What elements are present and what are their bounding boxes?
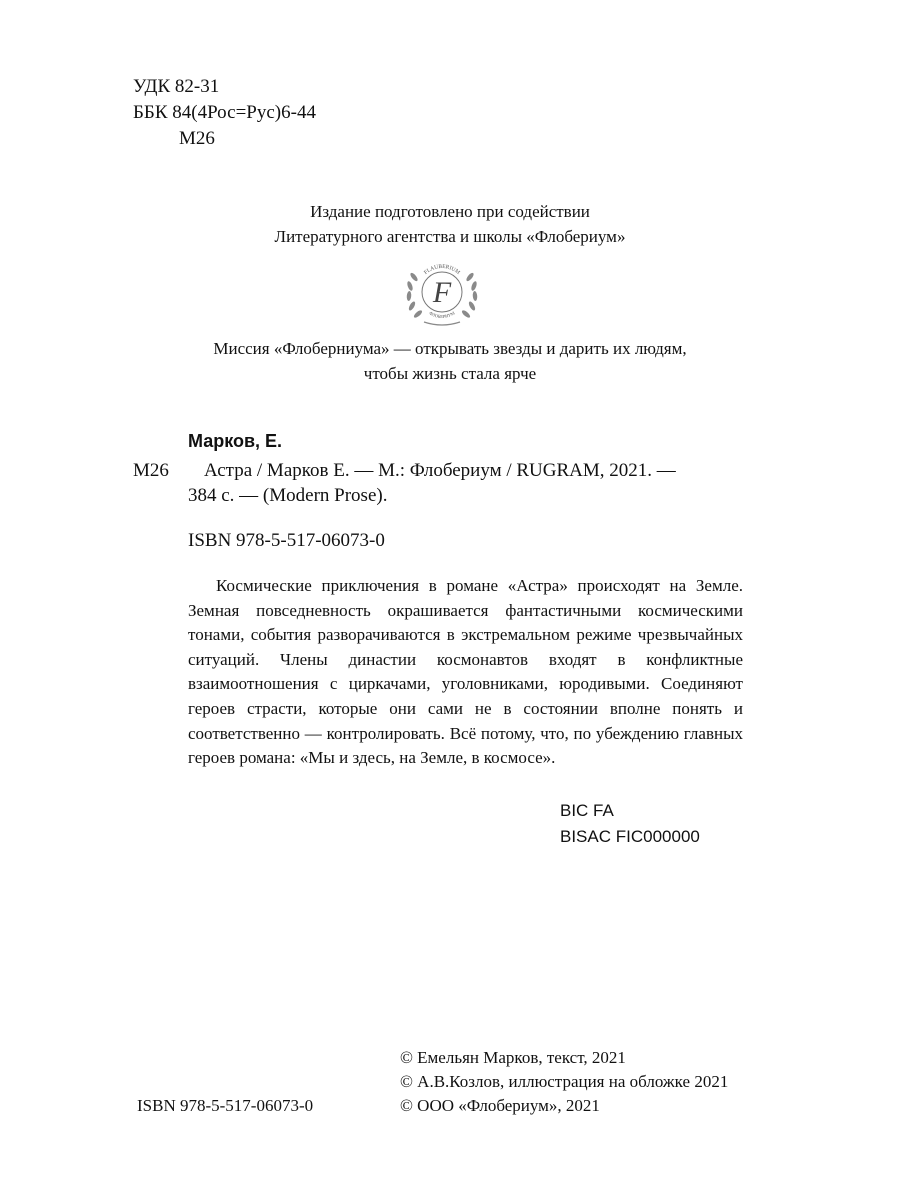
- copyright-block: [400, 1046, 728, 1118]
- preparation-line-2: Литературного агентства и школы «Флобериум»: [274, 227, 626, 246]
- svg-text:ФЛОБЕРИУМ: ФЛОБЕРИУМ: [428, 310, 456, 320]
- mission-line-2: чтобы жизнь стала ярче: [363, 364, 537, 383]
- mission-statement: [0, 336, 900, 386]
- classification-block: [133, 74, 316, 152]
- bibliography-line-2: 384 с. — (Modern Prose).: [188, 485, 388, 506]
- bbk-code: ББК 84(4Рос=Рус)6-44: [133, 102, 316, 123]
- mission-line-1: Миссия «Флоберниума» — открывать звезды и дарить их людям,: [213, 339, 687, 358]
- author-mark: М26: [179, 128, 215, 149]
- isbn: ISBN 978-5-517-06073-0: [188, 530, 385, 551]
- preparation-note: [0, 199, 900, 249]
- copyright-text: © Емельян Марков, текст, 2021: [400, 1048, 626, 1067]
- bibliography-code: М26: [133, 460, 169, 481]
- copyright-illustration: © А.В.Козлов, иллюстрация на обложке 2021: [400, 1072, 729, 1091]
- seal-letter: F: [432, 276, 452, 309]
- subject-codes: [560, 798, 700, 850]
- udk-code: УДК 82-31: [133, 76, 220, 97]
- annotation-paragraph: Космические приключения в романе «Астра» происходят на Земле. Земная повседневность окрашивается фантастичными космическими тонами, события разворачиваются в экстремальном режиме чрезвычайных ситуаций. Члены династии космонавтов входят в конфликтные взаимоотношения с циркачами, уголовниками, юродивыми. Соединяют героев страсти, которые они сами не в состоянии вполне понять и соответственно — контролировать. Всё потому, что, по убеждению главных героев романа: «Мы и здесь, на Земле, в космосе».: [188, 576, 743, 768]
- bic-code: BIC FA: [560, 801, 614, 820]
- bibliography-line-1: Астра / Марков Е. — М.: Флобериум / RUGRAM, 2021. —: [204, 460, 676, 481]
- copyright-publisher: © ООО «Флобериум», 2021: [400, 1096, 600, 1115]
- footer-isbn: ISBN 978-5-517-06073-0: [137, 1096, 314, 1115]
- flauberium-seal-icon: [400, 252, 484, 332]
- preparation-line-1: Издание подготовлено при содействии: [310, 202, 590, 221]
- author-name: Марков, Е.: [188, 431, 283, 451]
- svg-text:FLAUBERIUM: FLAUBERIUM: [423, 263, 461, 276]
- bisac-code: BISAC FIC000000: [560, 827, 700, 846]
